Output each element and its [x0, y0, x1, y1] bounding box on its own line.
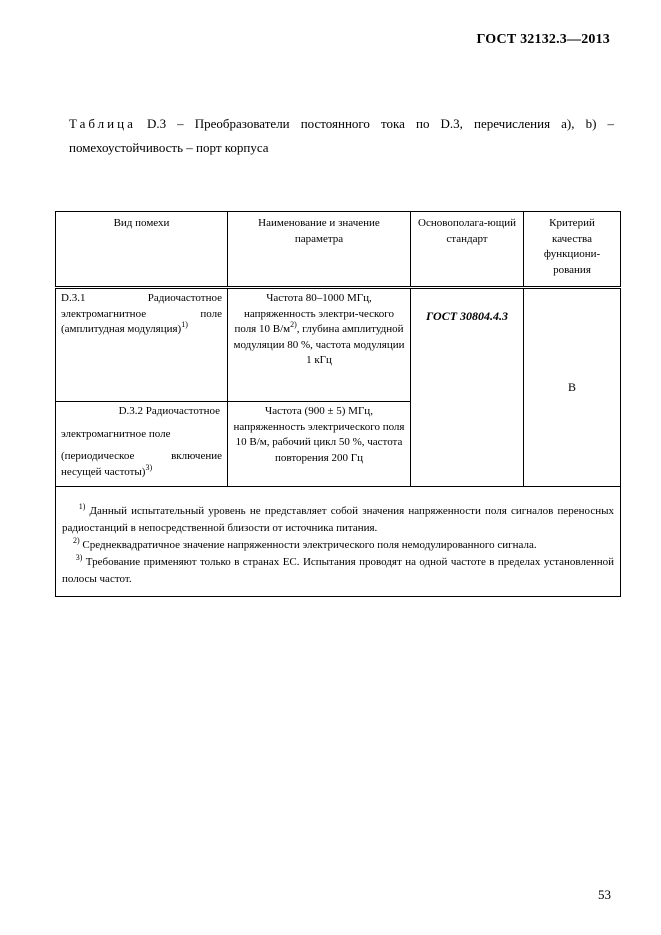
- header-base-standard: Основополага-ющий стандарт: [411, 212, 524, 288]
- note-3: $^{3)}$ Требование применяют только в странах ЕС. Испытания проводят на одной частоте в пределах установленной полосы частот.: [62, 553, 614, 585]
- note-2: $^{2)}$ Среднеквадратичное значение напряженности электрического поля немодулированного сигнала.: [73, 536, 537, 551]
- table-caption-label: Таблица: [69, 116, 136, 131]
- immunity-table: [55, 211, 621, 597]
- page-number: 53: [598, 887, 611, 902]
- table-caption-text: D.3 – Преобразователи постоянного тока по D.3, перечисления а), b) – помехоустойчивость – порт корпуса: [69, 116, 614, 155]
- note-1: $^{1)}$ Данный испытательный уровень не представляет собой значения напряженности поля сигналов переносных радиостанций в непосредственной близости от источника питания.: [62, 502, 614, 534]
- row2-disturbance-type: D.3.2 Радиочастотное электромагнитное поле (периодическое включение несущей частоты)$^{3)}$: [56, 402, 228, 487]
- notes-cell: [56, 487, 621, 597]
- row1-parameter: Частота 80–1000 МГц, напряженность электри-ческого поля 10 $В/м^{2)}$, глубина амплитудной модуляции 80 %, частота модуляции 1 кГц: [228, 288, 411, 402]
- table-row: [56, 288, 621, 402]
- notes-row: [56, 487, 621, 597]
- criterion-cell: В: [524, 288, 621, 487]
- base-standard-cell: ГОСТ 30804.4.3: [411, 288, 524, 487]
- header-parameter: Наименование и значение параметра: [228, 212, 411, 288]
- header-disturbance-type: Вид помехи: [56, 212, 228, 288]
- table-header-row: [56, 212, 621, 288]
- row1-disturbance-type: D.3.1 Радиочастотное электромагнитное поле (амплитудная модуляция)$^{1)}$: [56, 288, 228, 402]
- table-caption: [69, 112, 614, 160]
- row2-parameter: Частота (900 ± 5) МГц, напряженность электрического поля 10 В/м, рабочий цикл 50 %, частота повторения 200 Гц: [228, 402, 411, 487]
- header-performance-criterion: Критерий качества функциони-рования: [524, 212, 621, 288]
- document-code: ГОСТ 32132.3—2013: [476, 32, 610, 47]
